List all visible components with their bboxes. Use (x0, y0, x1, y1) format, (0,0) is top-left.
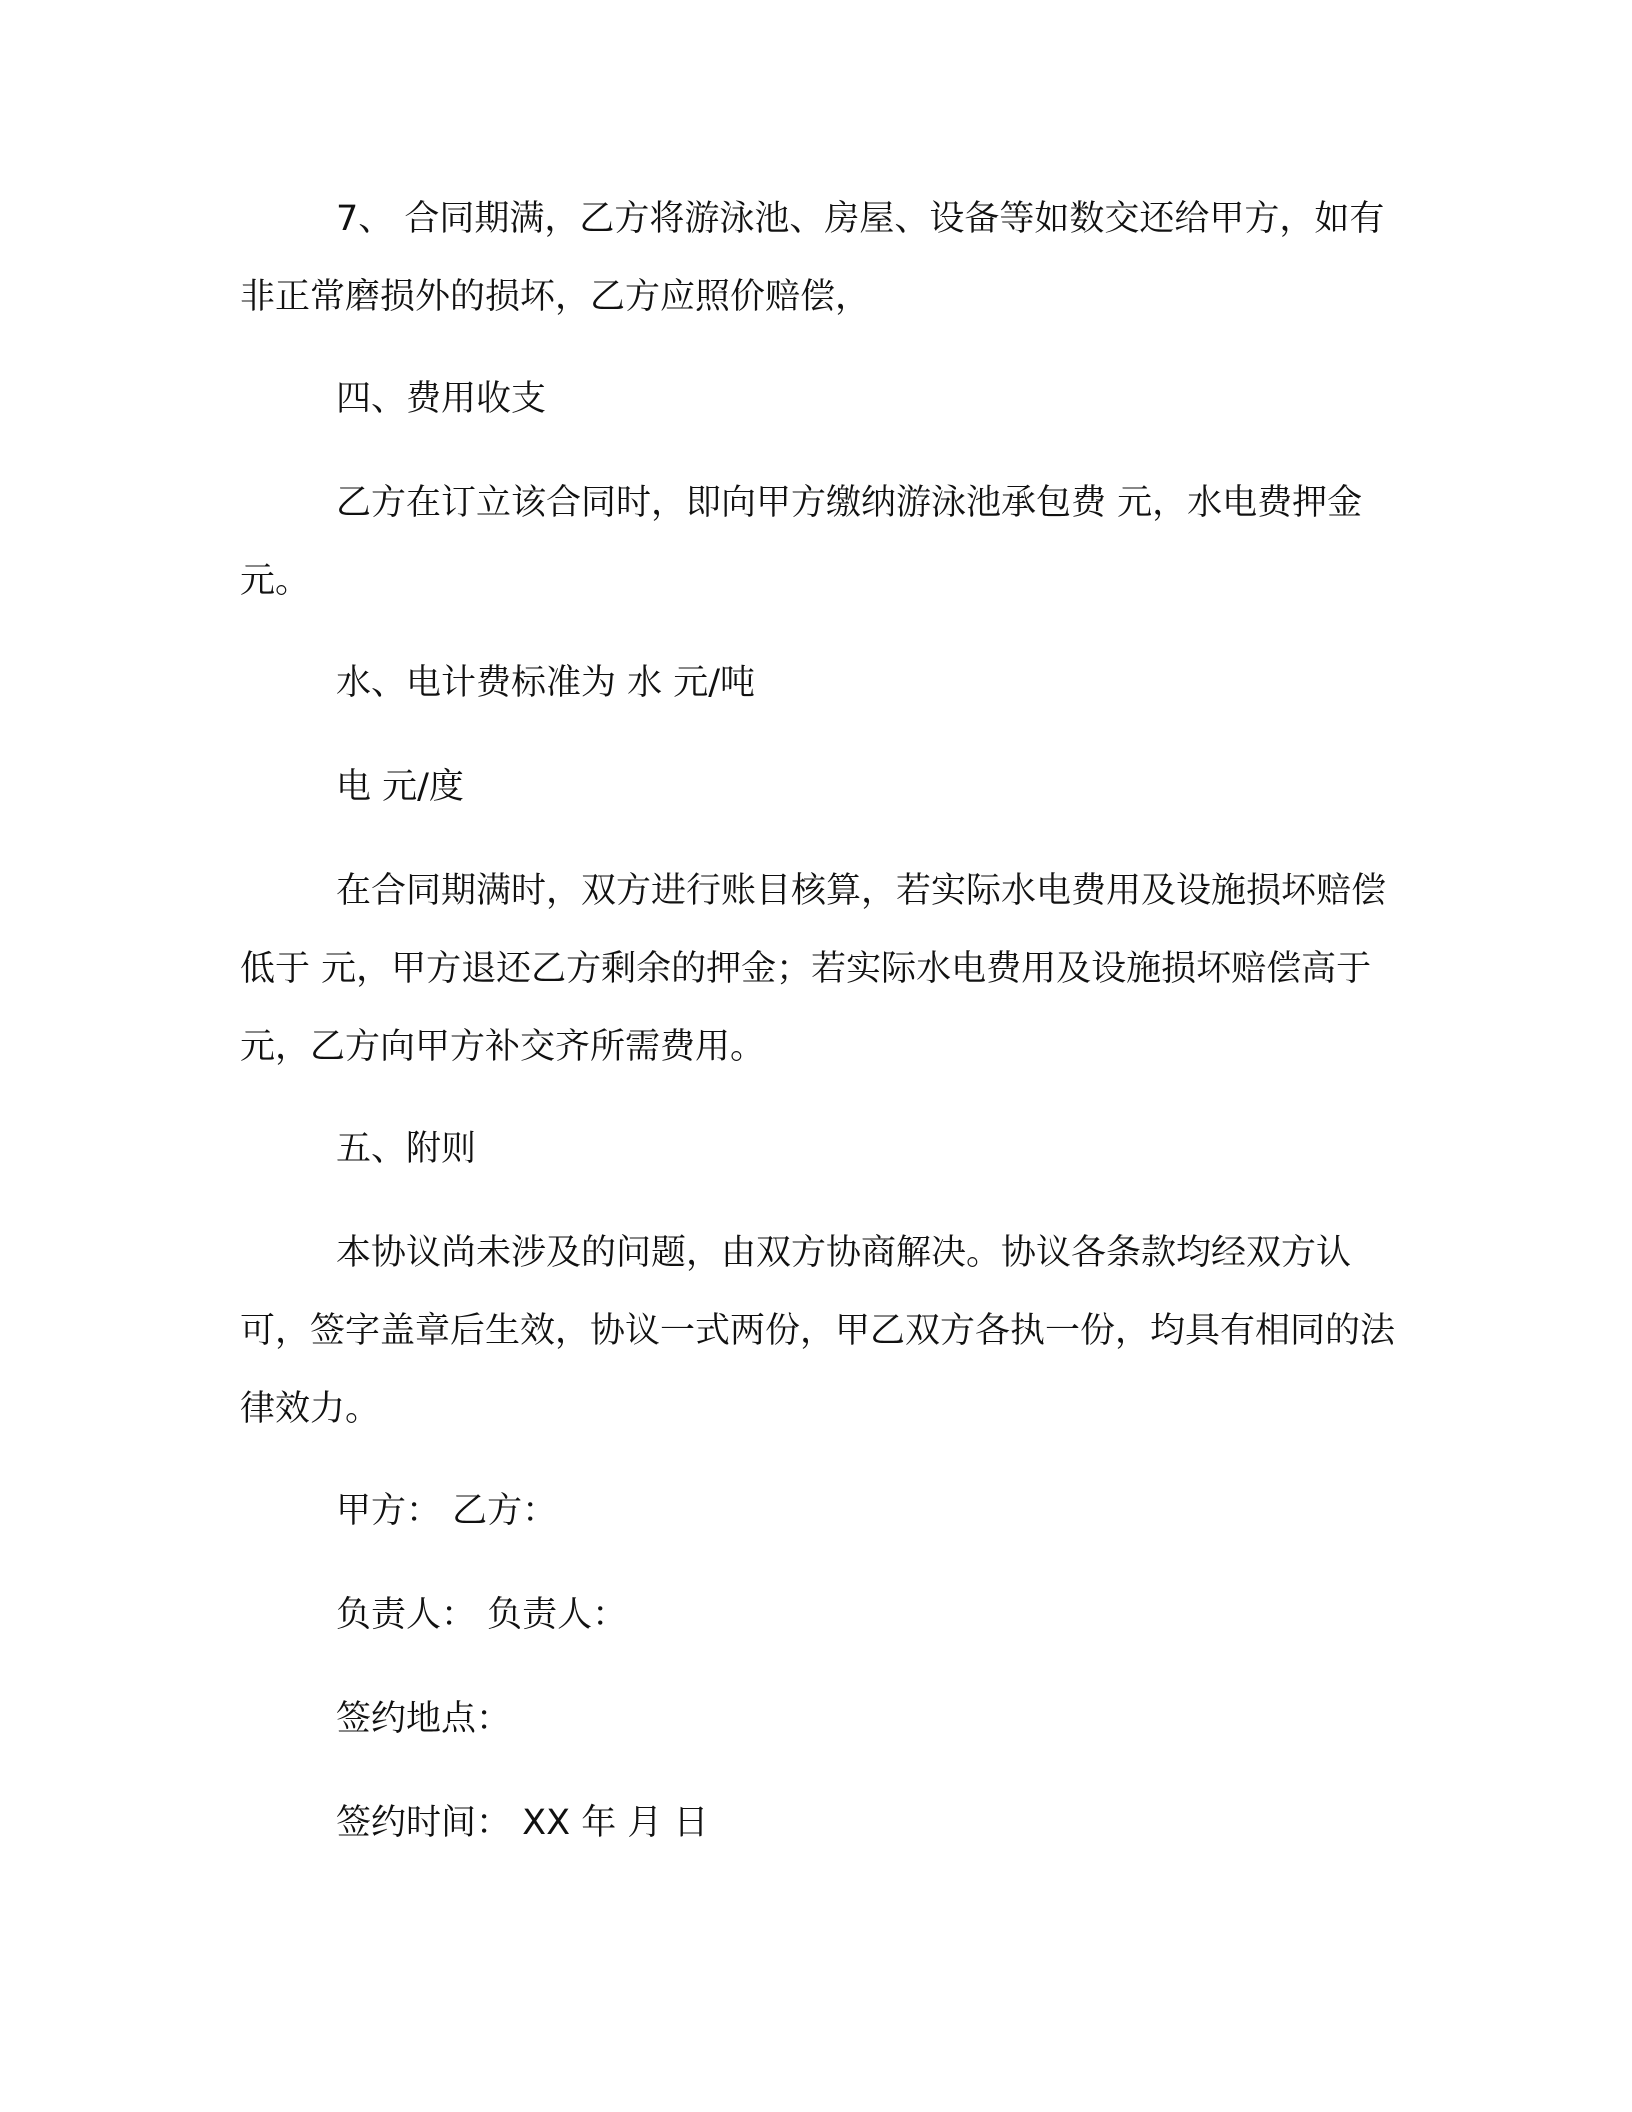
signing-place-line: 签约地点： (336, 1699, 512, 1739)
settlement-paragraph: 在合同期满时，双方进行账目核算，若实际水电费用及设施损坏赔偿低于 元，甲方退还乙方剩余的押金；若实际水电费用及设施损坏赔偿高于 元，乙方向甲方补交齐所需费用。 (240, 871, 1387, 1067)
party-signature-line: 甲方： 乙方： (336, 1491, 558, 1531)
section-5-heading: 五、附则 (336, 1129, 477, 1169)
appendix-paragraph: 本协议尚未涉及的问题，由双方协商解决。协议各条款均经双方认可，签字盖章后生效，协议一式两份，甲乙双方各执一份，均具有相同的法律效力。 (240, 1233, 1396, 1429)
water-rate-line: 水、电计费标准为 水 元/吨 (336, 663, 756, 703)
responsible-person-line: 负责人： 负责人： (336, 1595, 628, 1635)
signing-time-line: 签约时间： XX 年 月 日 (336, 1803, 709, 1843)
clause-7-paragraph: 7、 合同期满，乙方将游泳池、房屋、设备等如数交还给甲方，如有非正常磨损外的损坏，乙方应照价赔偿， (240, 199, 1385, 317)
electric-rate-line: 电 元/度 (336, 767, 464, 807)
fee-paragraph: 乙方在订立该合同时，即向甲方缴纳游泳池承包费 元，水电费押金 元。 (240, 483, 1363, 601)
section-4-heading: 四、费用收支 (336, 379, 547, 419)
